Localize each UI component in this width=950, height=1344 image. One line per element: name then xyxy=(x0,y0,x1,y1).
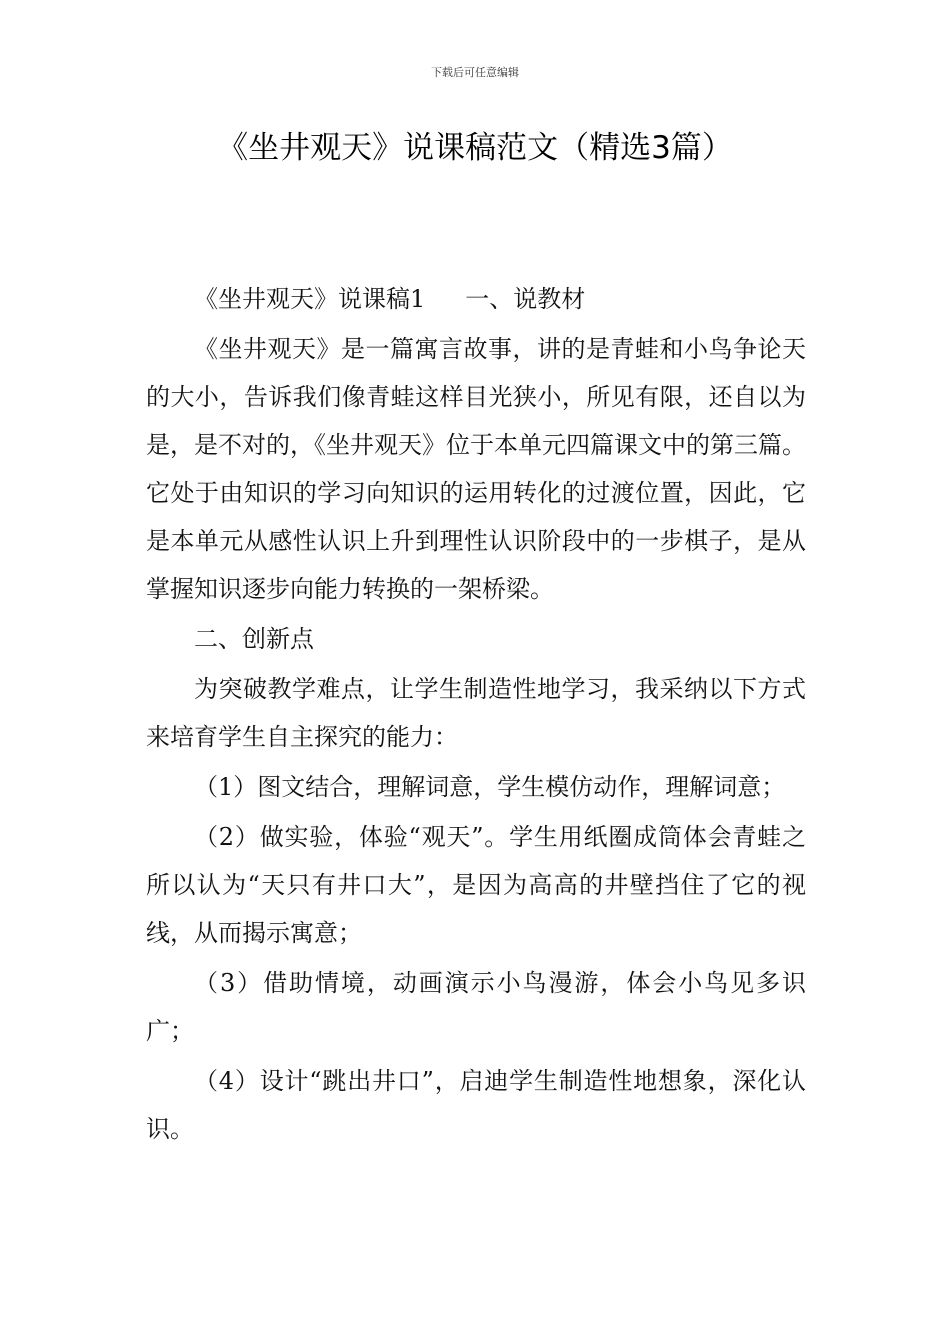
paragraph-item-1: （1）图文结合，理解词意，学生模仿动作，理解词意； xyxy=(194,773,786,801)
document-body xyxy=(146,275,806,1153)
paragraph-item-4: （4）设计“跳出井口”，启迪学生制造性地想象，深化认识。 xyxy=(146,1067,806,1143)
paragraph-innovation-intro: 为突破教学难点，让学生制造性地学习，我采纳以下方式来培育学生自主探究的能力： xyxy=(146,675,806,751)
paragraph-item-3: （3）借助情境，动画演示小鸟漫游，体会小鸟见多识广； xyxy=(146,969,806,1045)
header-note: 下载后可任意编辑 xyxy=(431,66,519,79)
paragraph-innovation-heading: 二、创新点 xyxy=(194,625,314,653)
section-label: 《坐井观天》说课稿1 xyxy=(194,285,426,313)
section-heading: 一、说教材 xyxy=(465,285,586,313)
section-heading-line xyxy=(146,275,806,323)
document-title: 《坐井观天》说课稿范文（精选3篇） xyxy=(217,130,733,166)
paragraph-item-2: （2）做实验，体验“观天”。学生用纸圈成筒体会青蛙之所以认为“天只有井口大”，是因为高高的井壁挡住了它的视线，从而揭示寓意； xyxy=(146,823,806,947)
paragraph-intro: 《坐井观天》是一篇寓言故事，讲的是青蛙和小鸟争论天的大小，告诉我们像青蛙这样目光狭小，所见有限，还自以为是，是不对的，《坐井观天》位于本单元四篇课文中的第三篇。它处于由知识的学习向知识的运用转化的过渡位置，因此，它是本单元从感性认识上升到理性认识阶段中的一步棋子，是从掌握知识逐步向能力转换的一架桥梁。 xyxy=(146,335,806,603)
